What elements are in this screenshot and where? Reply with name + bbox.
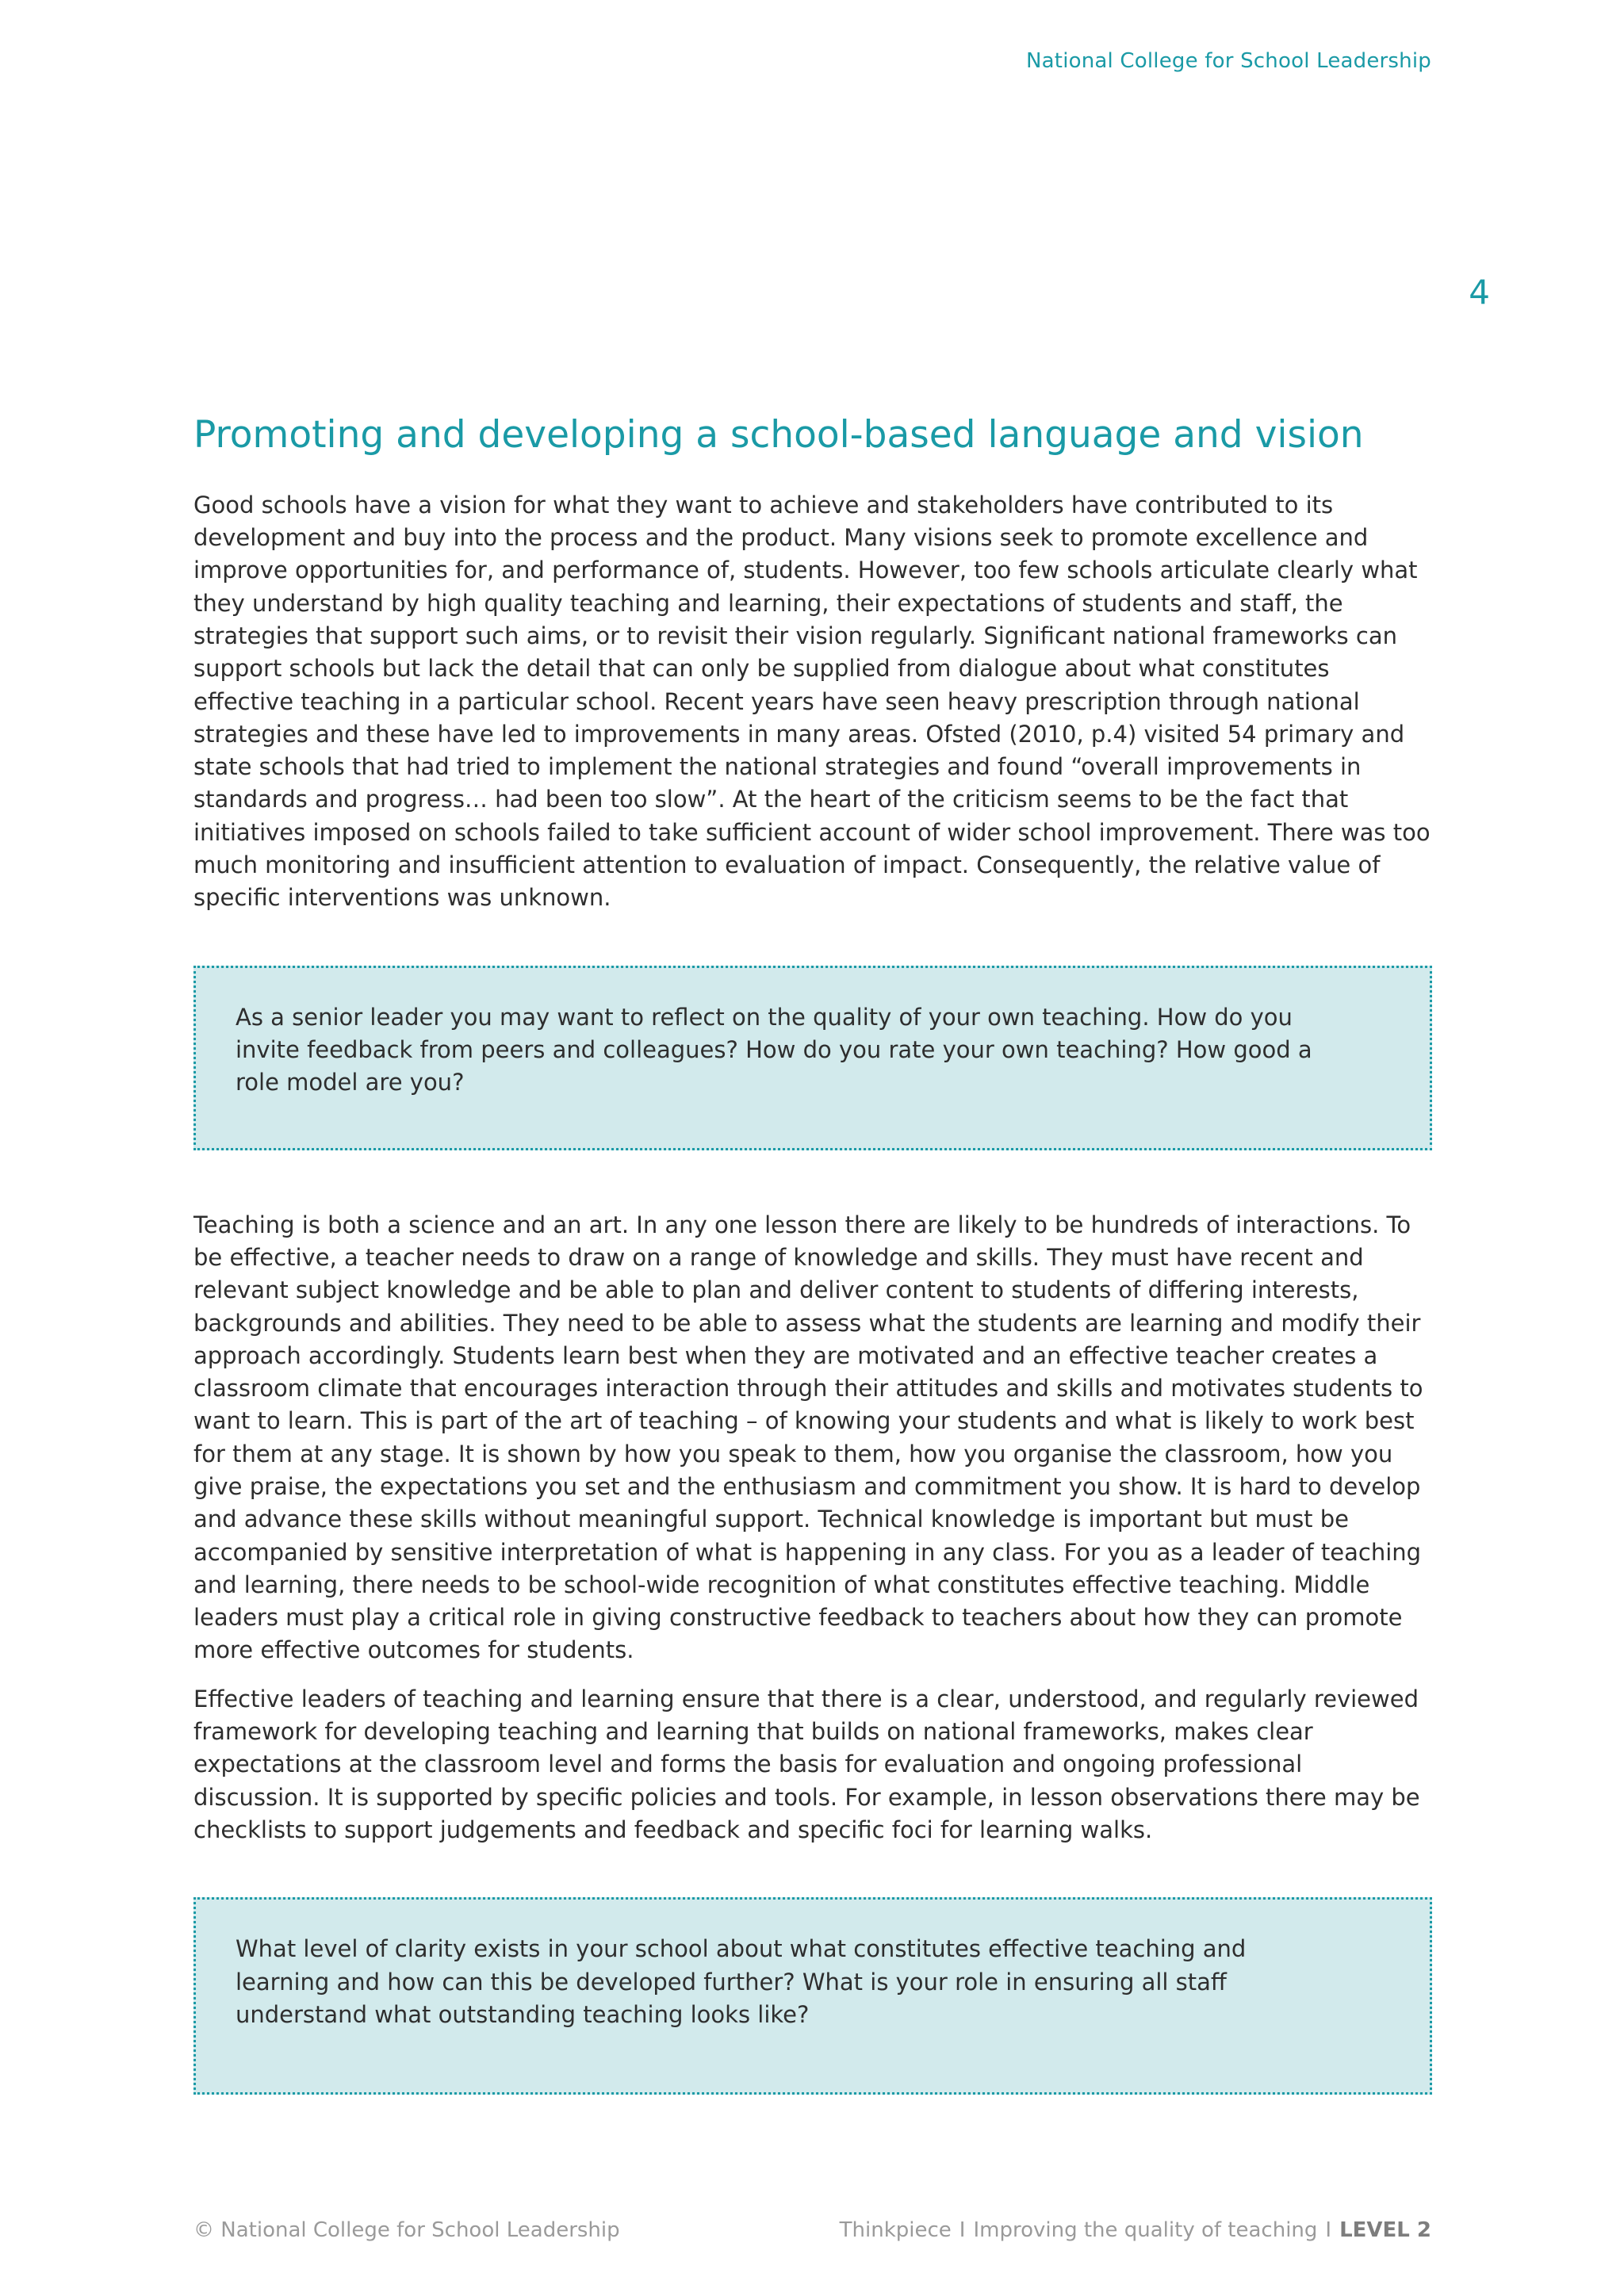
footer-copyright: © National College for School Leadership	[193, 2218, 620, 2242]
footer-separator-1: I	[959, 2218, 966, 2242]
footer-series-info	[840, 2218, 1431, 2242]
body-paragraph-1: Good schools have a vision for what they want to achieve and stakeholders have contributed to its development and buy into the process and the product. Many visions seek to promote excellence and improve opportunities for, and performance of, students. However, too few schools articulate clearly what they understand by high quality teaching and learning, their expectations of students and staff, the strategies that support such aims, or to revisit their vision regularly. Significant national frameworks can support schools but lack the detail that can only be supplied from dialogue about what constitutes effective teaching in a particular school. Recent years have seen heavy prescription through national strategies and these have led to improvements in many areas. Ofsted (2010, p.4) visited 54 primary and state schools that had tried to implement the national strategies and found “overall improvements in standards and progress… had been too slow”. At the heart of the criticism seems to be the fact that initiatives imposed on schools failed to take sufficient account of wider school improvement. There was too much monitoring and insufficient attention to evaluation of impact. Consequently, the relative value of specific interventions was unknown.	[193, 491, 1431, 912]
body-paragraph-2: Teaching is both a science and an art. In any one lesson there are likely to be hundreds of interactions. To be effective, a teacher needs to draw on a range of knowledge and skills. They must have recent and relevant subject knowledge and be able to plan and deliver content to students of differing interests, backgrounds and abilities. They need to be able to assess what the students are learning and modify their approach accordingly. Students learn best when they are motivated and an effective teacher creates a classroom climate that encourages interaction through their attitudes and skills and motivates students to want to learn. This is part of the art of teaching – of knowing your students and what is likely to work best for them at any stage. It is shown by how you speak to them, how you organise the classroom, how you give praise, the expectations you set and the enthusiasm and commitment you show. It is hard to develop and advance these skills without meaningful support. Technical knowledge is important but must be accompanied by sensitive interpretation of what is happening in any class. For you as a leader of teaching and learning, there needs to be school-wide recognition of what constitutes effective teaching. Middle leaders must play a critical role in giving constructive feedback to teachers about how they can promote more effective outcomes for students.	[193, 1211, 1423, 1664]
footer-level: LEVEL 2	[1339, 2218, 1431, 2242]
footer-topic: Improving the quality of teaching	[973, 2218, 1318, 2242]
footer-separator-2: I	[1325, 2218, 1332, 2242]
reflection-box-2	[193, 1897, 1432, 2095]
section-title: Promoting and developing a school-based language and vision	[193, 413, 1364, 457]
reflection-box-1	[193, 966, 1432, 1150]
page-footer	[193, 2218, 1431, 2242]
header-organisation: National College for School Leadership	[1026, 49, 1431, 73]
body-paragraph-3: Effective leaders of teaching and learning ensure that there is a clear, understood, and regularly reviewed framework for developing teaching and learning that builds on national frameworks, makes clear expectations at the classroom level and forms the basis for evaluation and ongoing professional discussion. It is supported by specific policies and tools. For example, in lesson observations there may be checklists to support judgements and feedback and specific foci for learning walks.	[193, 1685, 1420, 1843]
footer-series: Thinkpiece	[839, 2218, 952, 2242]
reflection-text-1: As a senior leader you may want to reflect on the quality of your own teaching. How do you invite feedback from peers and colleagues? How do you rate your own teaching? How good a role model are you?	[236, 1003, 1312, 1096]
main-content	[193, 412, 1432, 2095]
page-number: 4	[1469, 273, 1490, 312]
reflection-text-2: What level of clarity exists in your school about what constitutes effective teaching and learning and how can this be developed further? What is your role in ensuring all staff understand what outstanding teaching looks like?	[236, 1935, 1247, 2028]
